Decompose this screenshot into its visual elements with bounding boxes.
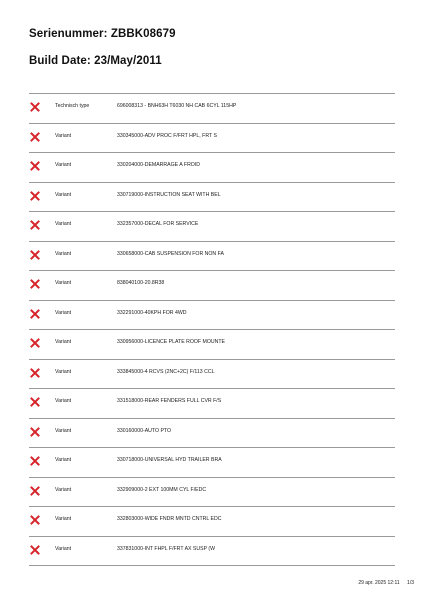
close-x-icon: [30, 368, 40, 378]
row-description: 330345000-ADV PROC F/FRT HPL, FRT S: [117, 132, 217, 139]
table-row: [29, 330, 395, 360]
row-description: 332909000-2 EXT 100MM CYL F/EDC: [117, 486, 207, 493]
page-number: 1/3: [407, 580, 414, 586]
table-row: [29, 360, 395, 390]
row-type: Variant: [55, 162, 72, 168]
row-description: 332357000-DECAL FOR SERVICE: [117, 221, 199, 227]
row-type: Variant: [55, 191, 72, 198]
build-date-heading: Build Date: 23/May/2011: [29, 55, 162, 67]
row-type: Variant: [55, 398, 72, 404]
row-type: Variant: [55, 221, 72, 227]
row-description: 330204000-DEMARRAGE A FROID: [117, 162, 201, 168]
print-timestamp: 29 apr. 2025 12:11: [358, 580, 400, 586]
options-table: [29, 93, 395, 566]
row-type: Variant: [55, 132, 72, 139]
close-x-icon: [30, 515, 40, 525]
close-x-icon: [30, 279, 40, 289]
table-row: [29, 419, 395, 449]
row-type: Variant: [55, 250, 72, 257]
row-description: 337831000-INT FHPL F/FRT AX SUSP (W: [117, 545, 216, 552]
row-type: Technisch type: [55, 103, 90, 109]
table-row: [29, 242, 395, 272]
close-x-icon: [30, 486, 40, 496]
table-row: [29, 389, 395, 419]
row-description: 838040100-20.8R38: [117, 280, 165, 286]
close-x-icon: [30, 309, 40, 319]
table-row: [29, 537, 395, 567]
row-description: 331518000-REAR FENDERS FULL CVR F/S: [117, 398, 222, 404]
close-x-icon: [30, 102, 40, 112]
row-description: 333845000-4 RCVS (2NC+2C) F/113 CCL: [117, 368, 215, 375]
table-row: [29, 153, 395, 183]
close-x-icon: [30, 427, 40, 437]
close-x-icon: [30, 250, 40, 260]
close-x-icon: [30, 132, 40, 142]
table-row: [29, 124, 395, 154]
row-description: 332291000-40KPH FOR 4WD: [117, 309, 187, 316]
row-description: 332803000-WIDE FNDR MNTD CNTRL EDC: [117, 516, 222, 522]
row-type: Variant: [55, 486, 72, 493]
table-row: [29, 212, 395, 242]
row-type: Variant: [55, 427, 72, 434]
row-type: Variant: [55, 545, 72, 552]
row-type: Variant: [55, 516, 72, 522]
page-footer: [352, 580, 414, 586]
table-row: [29, 301, 395, 331]
table-row: [29, 448, 395, 478]
row-description: 330718000-UNIVERSAL HYD TRAILER BRA: [117, 457, 222, 463]
close-x-icon: [30, 397, 40, 407]
close-x-icon: [30, 191, 40, 201]
row-type: Variant: [55, 280, 72, 286]
serial-number-heading: Serienummer: ZBBK08679: [29, 28, 176, 40]
row-description: 696008313 - BNH63H T6030 NH CAB 6CYL 115HP: [117, 103, 237, 109]
row-type: Variant: [55, 339, 72, 345]
table-row: [29, 271, 395, 301]
row-type: Variant: [55, 368, 72, 375]
close-x-icon: [30, 338, 40, 348]
table-row: [29, 507, 395, 537]
row-description: 330658000-CAB SUSPENSION FOR NON FA: [117, 250, 224, 257]
row-description: 330160000-AUTO PTO: [117, 427, 172, 434]
row-type: Variant: [55, 309, 72, 316]
close-x-icon: [30, 220, 40, 230]
row-description: 330719000-INSTRUCTION SEAT WITH BEL: [117, 191, 221, 198]
table-row: [29, 478, 395, 508]
row-description: 330956000-LICENCE PLATE ROOF MOUNTE: [117, 339, 226, 345]
close-x-icon: [30, 545, 40, 555]
table-row: [29, 93, 395, 124]
close-x-icon: [30, 161, 40, 171]
row-type: Variant: [55, 457, 72, 463]
table-row: [29, 183, 395, 213]
close-x-icon: [30, 456, 40, 466]
